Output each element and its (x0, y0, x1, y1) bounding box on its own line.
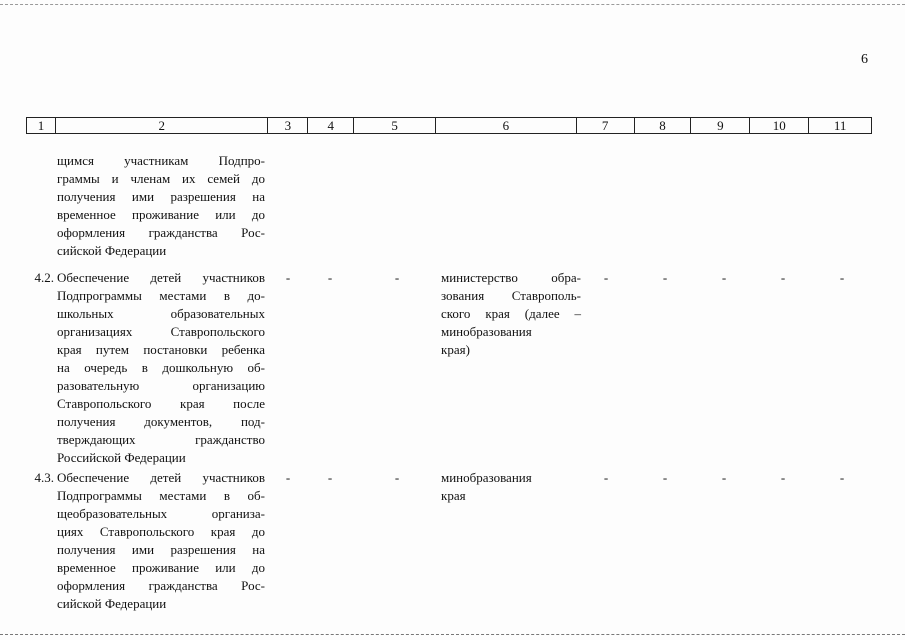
cell-col9: - (721, 470, 727, 485)
cell-col5: - (394, 270, 400, 285)
row-description (57, 152, 265, 260)
description-line: оформления гражданства Рос- (57, 578, 265, 593)
column-header-11: 11 (833, 118, 847, 133)
cell-col8: - (662, 270, 668, 285)
column-header-4: 4 (308, 118, 354, 133)
row-number: 4.2. (34, 270, 54, 285)
cell-col11: - (839, 270, 845, 285)
row-executor (441, 469, 581, 505)
cell-col3: - (285, 470, 291, 485)
cell-col9: - (721, 270, 727, 285)
table-header-row (26, 117, 872, 134)
row-executor (441, 269, 581, 359)
description-line: щимся участникам Подпро- (57, 153, 265, 168)
column-header-3: 3 (268, 118, 308, 133)
description-line: граммы и членам их семей до (57, 171, 265, 186)
description-line: получения ими разрешения на (57, 542, 265, 557)
description-line: временное проживание или до (57, 560, 265, 575)
description-line: Обеспечение детей участников (57, 470, 265, 485)
cell-col4: - (327, 270, 333, 285)
executor-line: края) (441, 342, 470, 357)
cell-col10: - (780, 470, 786, 485)
cell-col4: - (327, 470, 333, 485)
description-line: Подпрограммы местами в до- (57, 288, 265, 303)
executor-line: минобразования (441, 470, 532, 485)
description-line: разовательную организацию (57, 378, 265, 393)
scan-edge-top (0, 4, 905, 5)
row-description (57, 269, 265, 467)
description-line: Российской Федерации (57, 450, 186, 465)
description-line: школьных образовательных (57, 306, 265, 321)
cell-col8: - (662, 470, 668, 485)
description-line: организациях Ставропольского (57, 324, 265, 339)
column-header-2: 2 (56, 118, 269, 133)
column-header-7: 7 (577, 118, 635, 133)
column-header-1: 1 (27, 118, 56, 133)
description-line: сийской Федерации (57, 596, 167, 611)
description-line: Обеспечение детей участников (57, 270, 265, 285)
column-header-10: 10 (750, 118, 809, 133)
executor-line: министерство обра- (441, 270, 581, 285)
cell-col11: - (839, 470, 845, 485)
row-description (57, 469, 265, 613)
description-line: на очередь в дошкольную об- (57, 360, 265, 375)
executor-line: края (441, 488, 466, 503)
description-line: тверждающих гражданство (57, 432, 265, 447)
column-header-5: 5 (354, 118, 436, 133)
description-line: циях Ставропольского края до (57, 524, 265, 539)
description-line: края путем постановки ребенка (57, 342, 265, 357)
executor-line: зования Ставрополь- (441, 288, 581, 303)
column-header-6: 6 (436, 118, 577, 133)
executor-line: минобразования (441, 324, 532, 339)
column-header-8: 8 (635, 118, 692, 133)
page-number: 6 (861, 52, 868, 67)
scan-edge-bottom (0, 634, 905, 635)
description-line: щеобразовательных организа- (57, 506, 265, 521)
executor-line: ского края (далее – (441, 306, 581, 321)
description-line: временное проживание или до (57, 207, 265, 222)
column-header-9: 9 (691, 118, 750, 133)
cell-col3: - (285, 270, 291, 285)
description-line: получения ими разрешения на (57, 189, 265, 204)
row-number: 4.3. (34, 470, 54, 485)
description-line: сийской Федерации (57, 243, 167, 258)
cell-col5: - (394, 470, 400, 485)
description-line: оформления гражданства Рос- (57, 225, 265, 240)
cell-col10: - (780, 270, 786, 285)
cell-col7: - (603, 470, 609, 485)
description-line: Ставропольского края после (57, 396, 265, 411)
description-line: Подпрограммы местами в об- (57, 488, 265, 503)
description-line: получения документов, под- (57, 414, 265, 429)
cell-col7: - (603, 270, 609, 285)
